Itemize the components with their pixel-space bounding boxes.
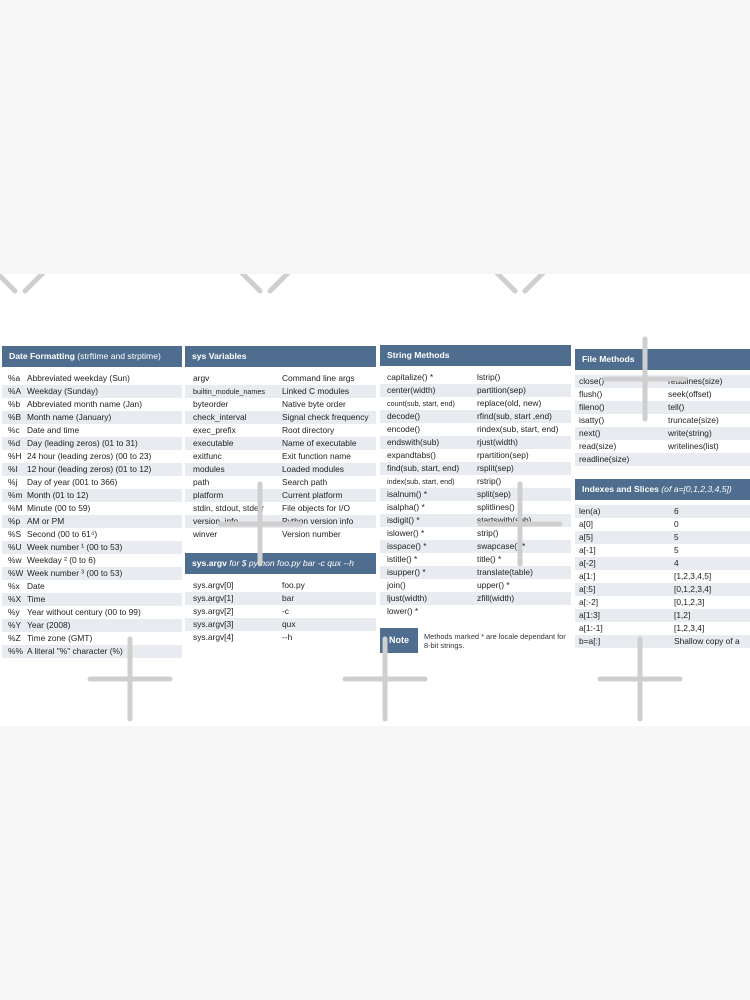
table-row [380, 579, 571, 592]
row-key: stdin, stdout, stderr [193, 503, 265, 513]
row-key: a[-1] [579, 545, 596, 555]
row-value: seek(offset) [668, 389, 712, 399]
row-key: executable [193, 438, 234, 448]
table-row [575, 414, 750, 427]
row-value: Day (leading zeros) (01 to 31) [27, 438, 138, 448]
row-key: version_info [193, 516, 239, 526]
table-row [185, 437, 376, 450]
row-key: a[1:3] [579, 610, 600, 620]
row-value: Second (00 to 61⁴) [27, 529, 98, 539]
row-key: isalnum() * [387, 489, 428, 499]
row-value: Day of year (001 to 366) [27, 477, 118, 487]
note-section [380, 628, 571, 653]
table-row [2, 580, 182, 593]
row-value: splitlines() [477, 502, 515, 512]
row-value: Shallow copy of a [674, 636, 740, 646]
table-row [380, 501, 571, 514]
table-row [2, 372, 182, 385]
table-row [2, 515, 182, 528]
row-value: Date and time [27, 425, 80, 435]
row-key: ljust(width) [387, 593, 428, 603]
row-key: b=a[:] [579, 636, 601, 646]
row-value: Python version info [282, 516, 354, 526]
row-key: index(sub, start, end) [387, 477, 455, 486]
row-value: Command line args [282, 373, 355, 383]
row-value: Week number ³ (00 to 53) [27, 568, 123, 578]
row-key: flush() [579, 389, 603, 399]
row-value: writelines(list) [668, 441, 719, 451]
row-value: Abbreviated weekday (Sun) [27, 373, 130, 383]
string-methods-header [380, 345, 571, 366]
row-key: close() [579, 376, 605, 386]
row-value: --h [282, 632, 293, 642]
row-value: rstrip() [477, 476, 502, 486]
row-value: title() * [477, 554, 502, 564]
table-row [2, 606, 182, 619]
panel-subtitle-text: (of a=[0,1,2,3,4,5]) [661, 484, 732, 494]
row-key: a[5] [579, 532, 593, 542]
table-row [380, 553, 571, 566]
row-key: platform [193, 490, 224, 500]
row-key: exitfunc [193, 451, 222, 461]
table-row [575, 622, 750, 635]
table-row [185, 385, 376, 398]
table-row [380, 436, 571, 449]
row-key: expandtabs() [387, 450, 436, 460]
row-key: %I [8, 464, 18, 474]
row-key: %p [8, 516, 21, 526]
row-value: Time [27, 594, 46, 604]
table-row [2, 463, 182, 476]
row-value: [0,1,2,3,4] [674, 584, 712, 594]
table-row [380, 423, 571, 436]
table-row [185, 450, 376, 463]
table-row [575, 388, 750, 401]
row-value: Root directory [282, 425, 335, 435]
row-value: Year without century (00 to 99) [27, 607, 141, 617]
row-value: AM or PM [27, 516, 65, 526]
table-row [380, 462, 571, 475]
table-row [185, 605, 376, 618]
row-key: %X [8, 594, 22, 604]
indexes-slices-table [575, 505, 750, 648]
row-value: rfind(sub, start ,end) [477, 411, 552, 421]
row-value: rjust(width) [477, 437, 518, 447]
row-key: %B [8, 412, 22, 422]
row-value: File objects for I/O [282, 503, 350, 513]
row-key: %b [8, 399, 21, 409]
row-value: translate(table) [477, 567, 533, 577]
table-row [380, 592, 571, 605]
table-row [575, 635, 750, 648]
table-row [2, 632, 182, 645]
row-key: a[:-2] [579, 597, 599, 607]
row-key: readline(size) [579, 454, 630, 464]
table-row [185, 398, 376, 411]
sys-variables-panel [185, 346, 376, 541]
row-value: Weekday (Sunday) [27, 386, 99, 396]
panel-title: Date Formatting [9, 351, 75, 361]
row-value: swapcase() * [477, 541, 526, 551]
row-key: %c [8, 425, 20, 435]
row-value: Name of executable [282, 438, 357, 448]
row-value: qux [282, 619, 296, 629]
row-key: %H [8, 451, 22, 461]
row-value: Time zone (GMT) [27, 633, 93, 643]
panel-title: File Methods [582, 354, 635, 364]
row-value: upper() * [477, 580, 510, 590]
table-row [2, 398, 182, 411]
row-value: partition(sep) [477, 385, 526, 395]
table-row [185, 463, 376, 476]
table-row [2, 385, 182, 398]
row-value: Linked C modules [282, 386, 350, 396]
note-text: Methods marked * are locale dependant for 8-bit strings. [424, 632, 566, 650]
row-key: %d [8, 438, 21, 448]
row-value: bar [282, 593, 295, 603]
panel-title: sys.argv [192, 558, 227, 568]
string-methods-table [380, 371, 571, 618]
row-key: %x [8, 581, 20, 591]
row-key: %Y [8, 620, 22, 630]
row-value: 24 hour (leading zeros) (00 to 23) [27, 451, 152, 461]
table-row [380, 488, 571, 501]
row-value: write(string) [668, 428, 712, 438]
file-methods-table [575, 375, 750, 466]
row-value: truncate(size) [668, 415, 719, 425]
row-key: %W [8, 568, 24, 578]
row-key: endswith(sub) [387, 437, 440, 447]
row-key: a[0] [579, 519, 593, 529]
row-value: Version number [282, 529, 341, 539]
row-value: 12 hour (leading zeros) (01 to 12) [27, 464, 152, 474]
row-key: %y [8, 607, 20, 617]
row-value: Current platform [282, 490, 343, 500]
row-value: Signal check frequency [282, 412, 369, 422]
row-key: path [193, 477, 210, 487]
row-value: 4 [674, 558, 679, 568]
row-value: [1,2,3,4,5] [674, 571, 712, 581]
row-value: readlines(size) [668, 376, 723, 386]
panel-title: sys Variables [192, 351, 247, 361]
row-value: tell() [668, 402, 685, 412]
row-key: islower() * [387, 528, 425, 538]
row-key: a[:5] [579, 584, 596, 594]
row-value: Month (01 to 12) [27, 490, 89, 500]
row-key: %Z [8, 633, 21, 643]
table-row [380, 540, 571, 553]
table-row [2, 554, 182, 567]
row-key: %A [8, 386, 22, 396]
table-row [575, 596, 750, 609]
row-value: Exit function name [282, 451, 351, 461]
watermark-cross-icon [475, 274, 565, 341]
row-value: Week number ¹ (00 to 53) [27, 542, 123, 552]
table-row [575, 401, 750, 414]
row-key: modules [193, 464, 225, 474]
table-row [380, 605, 571, 618]
row-key: count(sub, start, end) [387, 399, 455, 408]
row-value: Month name (January) [27, 412, 112, 422]
sys-argv-panel [185, 553, 376, 644]
sys-argv-table [185, 579, 376, 644]
table-row [575, 375, 750, 388]
table-row [2, 411, 182, 424]
indexes-slices-header [575, 479, 750, 500]
row-key: %U [8, 542, 22, 552]
row-key: %a [8, 373, 21, 383]
sys-variables-header [185, 346, 376, 367]
row-value: -c [282, 606, 289, 616]
date-formatting-panel [2, 346, 182, 658]
row-key: find(sub, start, end) [387, 463, 460, 473]
table-row [575, 531, 750, 544]
table-row [380, 527, 571, 540]
row-value: [0,1,2,3] [674, 597, 705, 607]
table-row [380, 449, 571, 462]
table-row [185, 528, 376, 541]
row-value: rsplit(sep) [477, 463, 514, 473]
table-row [380, 514, 571, 527]
table-row [575, 453, 750, 466]
row-key: fileno() [579, 402, 605, 412]
table-row [2, 502, 182, 515]
row-key: byteorder [193, 399, 229, 409]
panel-subtitle-text: for $ python foo.py bar -c qux --h [229, 558, 354, 568]
row-key: len(a) [579, 506, 601, 516]
row-value: split(sep) [477, 489, 511, 499]
row-key: a[-2] [579, 558, 596, 568]
table-row [380, 397, 571, 410]
row-value: replace(old, new) [477, 398, 542, 408]
table-row [2, 437, 182, 450]
indexes-slices-panel [575, 479, 750, 648]
row-value: A literal "%" character (%) [27, 646, 123, 656]
panel-subtitle [229, 558, 354, 568]
table-row [575, 440, 750, 453]
row-value: 0 [674, 519, 679, 529]
watermark-cross-icon [0, 274, 65, 341]
file-methods-header [575, 349, 750, 370]
row-value: Native byte order [282, 399, 346, 409]
table-row [2, 567, 182, 580]
row-value: zfill(width) [477, 593, 515, 603]
row-key: builtin_module_names [193, 387, 265, 396]
table-row [185, 579, 376, 592]
note-label: Note [380, 628, 418, 653]
row-value: Search path [282, 477, 328, 487]
table-row [2, 619, 182, 632]
table-row [2, 489, 182, 502]
table-row [380, 384, 571, 397]
table-row [380, 566, 571, 579]
row-key: argv [193, 373, 210, 383]
row-key: winver [193, 529, 218, 539]
row-key: join() [387, 580, 406, 590]
table-row [185, 515, 376, 528]
row-key: center(width) [387, 385, 436, 395]
row-value: startswith(sub) [477, 515, 532, 525]
row-key: %j [8, 477, 18, 487]
table-row [380, 410, 571, 423]
row-key: %m [8, 490, 23, 500]
table-row [380, 371, 571, 384]
table-row [575, 544, 750, 557]
table-row [185, 592, 376, 605]
row-key: a[1:] [579, 571, 596, 581]
table-row [2, 424, 182, 437]
row-key: %M [8, 503, 23, 513]
row-key: isspace() * [387, 541, 427, 551]
row-value: 5 [674, 545, 679, 555]
table-row [2, 541, 182, 554]
panel-title: String Methods [387, 350, 450, 360]
table-row [2, 645, 182, 658]
row-value: 6 [674, 506, 679, 516]
table-row [185, 372, 376, 385]
row-value: [1,2] [674, 610, 691, 620]
row-value: foo.py [282, 580, 305, 590]
row-value: rpartition(sep) [477, 450, 529, 460]
string-methods-panel [380, 345, 571, 650]
row-key: sys.argv[4] [193, 632, 234, 642]
sys-argv-header [185, 553, 376, 574]
row-key: exec_prefix [193, 425, 236, 435]
row-value: rindex(sub, start, end) [477, 424, 559, 434]
row-key: istitle() * [387, 554, 418, 564]
row-value: Date [27, 581, 45, 591]
row-key: isdigit() * [387, 515, 420, 525]
row-key: isalpha() * [387, 502, 425, 512]
table-row [575, 570, 750, 583]
table-row [2, 528, 182, 541]
table-row [575, 557, 750, 570]
table-row [185, 502, 376, 515]
row-key: sys.argv[2] [193, 606, 234, 616]
row-value: [1,2,3,4] [674, 623, 705, 633]
row-key: encode() [387, 424, 421, 434]
row-value: Loaded modules [282, 464, 344, 474]
table-row [2, 593, 182, 606]
row-key: sys.argv[0] [193, 580, 234, 590]
table-row [185, 424, 376, 437]
table-row [380, 475, 571, 488]
table-row [575, 583, 750, 596]
row-value: lstrip() [477, 372, 501, 382]
row-key: sys.argv[3] [193, 619, 234, 629]
row-key: decode() [387, 411, 421, 421]
row-key: read(size) [579, 441, 617, 451]
table-row [2, 476, 182, 489]
row-key: lower() * [387, 606, 419, 616]
row-key: %% [8, 646, 23, 656]
cheat-sheet [0, 274, 750, 726]
row-key: isupper() * [387, 567, 426, 577]
panel-subtitle [661, 484, 731, 494]
date-formatting-table [2, 372, 182, 658]
table-row [575, 427, 750, 440]
date-formatting-header [2, 346, 182, 367]
row-value: Weekday ² (0 to 6) [27, 555, 96, 565]
panel-subtitle: (strftime and strptime) [77, 351, 161, 361]
table-row [2, 450, 182, 463]
row-key: isatty() [579, 415, 605, 425]
row-value: 5 [674, 532, 679, 542]
sys-variables-table [185, 372, 376, 541]
table-row [185, 489, 376, 502]
row-key: check_interval [193, 412, 247, 422]
table-row [185, 411, 376, 424]
table-row [575, 505, 750, 518]
row-value: Abbreviated month name (Jan) [27, 399, 142, 409]
row-key: sys.argv[1] [193, 593, 234, 603]
row-value: Year (2008) [27, 620, 71, 630]
row-value: strip() [477, 528, 499, 538]
row-key: capitalize() * [387, 372, 434, 382]
file-methods-panel [575, 349, 750, 466]
row-key: a[1:-1] [579, 623, 603, 633]
table-row [185, 476, 376, 489]
table-row [185, 631, 376, 644]
panel-title: Indexes and Slices [582, 484, 659, 494]
row-key: %w [8, 555, 22, 565]
row-key: next() [579, 428, 601, 438]
row-key: %S [8, 529, 22, 539]
table-row [575, 518, 750, 531]
watermark-cross-icon [220, 274, 310, 341]
table-row [575, 609, 750, 622]
row-value: Minute (00 to 59) [27, 503, 91, 513]
table-row [185, 618, 376, 631]
